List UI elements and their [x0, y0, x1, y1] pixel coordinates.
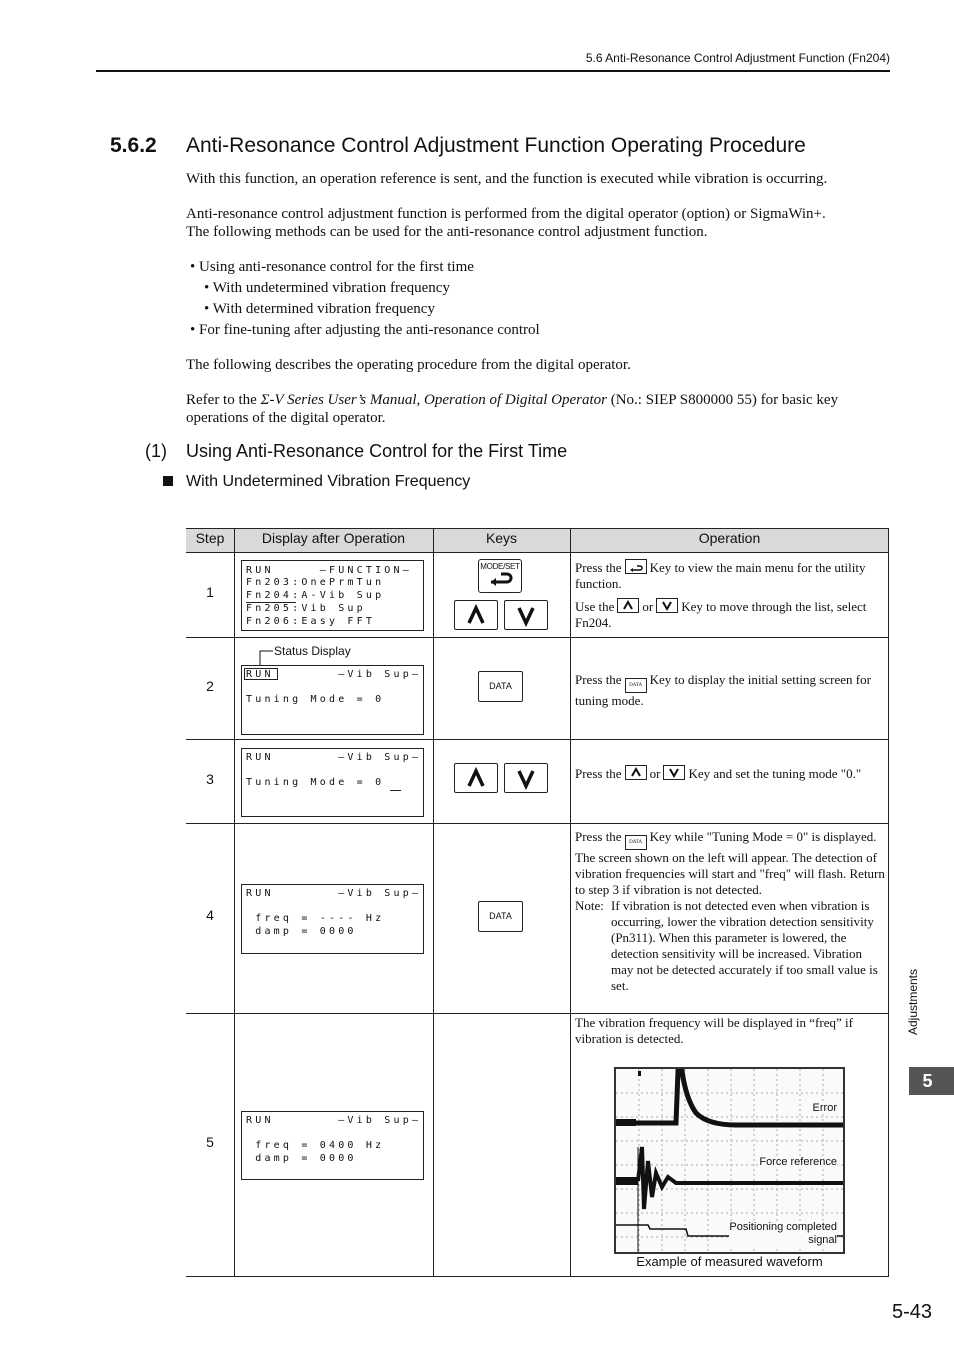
waveform-caption: Example of measured waveform — [636, 1254, 823, 1269]
mode-set-key[interactable] — [478, 559, 522, 593]
data-key[interactable]: DATA — [478, 671, 523, 702]
table-rule — [570, 528, 571, 1277]
up-key[interactable] — [454, 600, 498, 630]
header-display: Display after Operation — [261, 530, 406, 546]
lcd-line: Tuning Mode = 0 — [246, 694, 385, 705]
lcd-display-step3 — [241, 748, 424, 817]
lcd-display-step5 — [241, 1111, 424, 1180]
up-arrow-icon — [618, 599, 638, 612]
manual-title: -V Series User’s Manual, Operation of Digital Operator — [269, 392, 607, 408]
table-rule — [186, 637, 889, 638]
measured-waveform — [614, 1067, 845, 1254]
lcd-line: damp = 0000 — [246, 926, 357, 937]
mini-mode-set-key — [625, 559, 647, 574]
header-rule — [96, 70, 890, 72]
label-positioning-completed — [729, 1221, 837, 1247]
down-key[interactable] — [504, 763, 548, 793]
lcd-display-step4 — [241, 884, 424, 954]
square-bullet-icon — [163, 476, 173, 486]
bullet-fine-tuning: • For fine-tuning after adjusting the anti-resonance control — [190, 322, 540, 338]
down-key[interactable] — [504, 600, 548, 630]
operation-line — [575, 829, 887, 898]
note-text: If vibration is not detected even when vibration is occurring, lower the vibration detection sensitivity (Pn311). When this parameter is lowered, the detection sensitivity will be increased. Vibration may not be detected accurately if too small value is set. — [611, 898, 878, 993]
paragraph-4 — [186, 391, 886, 409]
operation-step3 — [575, 765, 885, 782]
operation-text: Press the — [575, 560, 622, 575]
bullet-determined: • With determined vibration frequency — [204, 301, 435, 317]
paragraph-1: With this function, an operation reference is sent, and the function is executed while vibration is occurring. — [186, 171, 828, 187]
table-rule — [186, 552, 889, 553]
header-step: Step — [195, 530, 225, 546]
operation-text: Key to move through the list, select Fn204. — [575, 599, 867, 630]
operation-line — [575, 598, 885, 631]
operation-text: Key while "Tuning Mode = 0" is displayed. The screen shown on the left will appear. The detection of vibration frequencies will start and "freq" will flash. Return to step 3 if vibration is not detected. — [575, 829, 885, 897]
up-arrow-icon — [455, 764, 497, 792]
page-number: 5-43 — [892, 1301, 933, 1323]
table-rule — [433, 528, 434, 1277]
up-arrow-icon — [455, 601, 497, 629]
operation-text: Press the — [575, 766, 622, 781]
table-rule — [186, 1013, 889, 1014]
mini-up-key — [617, 598, 639, 613]
table-rule — [888, 528, 889, 1277]
side-chapter-label: Adjustments — [906, 968, 920, 1036]
subsection-number: (1) — [145, 441, 167, 461]
label-force-reference: Force reference — [759, 1156, 837, 1168]
down-arrow-icon — [505, 764, 547, 792]
header-operation: Operation — [698, 530, 761, 546]
mini-data-key: DATA — [625, 835, 647, 850]
operation-text: Key to view the main menu for the utility function. — [575, 560, 866, 591]
reference-post: (No.: SIEP S800000 55) for basic key — [606, 392, 839, 408]
label-line: signal — [808, 1234, 837, 1246]
down-arrow-icon — [664, 766, 684, 779]
section-number: 5.6.2 — [110, 134, 157, 157]
step-number: 3 — [206, 771, 214, 787]
lcd-line: Fn205:Vib Sup — [246, 603, 366, 614]
subsection-heading — [145, 441, 567, 462]
running-header: 5.6 Anti-Resonance Control Adjustment Function (Fn204) — [585, 51, 890, 65]
cursor-underline — [390, 790, 401, 791]
lcd-display-step1 — [241, 560, 424, 631]
table-rule — [186, 1276, 889, 1277]
sigma-symbol: Σ — [260, 392, 270, 408]
lcd-line: Fn206:Easy FFT — [246, 616, 376, 627]
paragraph-2b: The following methods can be used for the anti-resonance control adjustment function. — [186, 224, 708, 240]
operation-text: or — [649, 766, 661, 781]
mini-data-key: DATA — [625, 678, 647, 693]
lcd-line: RUN —Vib Sup— — [246, 752, 422, 763]
step-number: 1 — [206, 584, 214, 600]
reference-pre: Refer to the — [186, 392, 261, 408]
bullet-undetermined: • With undetermined vibration frequency — [204, 280, 450, 296]
procedure-table — [186, 528, 889, 1277]
paragraph-3: The following describes the operating procedure from the digital operator. — [186, 357, 631, 373]
lcd-line: Fn203:OnePrmTun — [246, 577, 385, 588]
operation-line — [575, 559, 885, 592]
operation-step5: The vibration frequency will be displayed in “freq” if vibration is detected. — [575, 1015, 853, 1046]
operation-text: Press the — [575, 672, 622, 687]
return-arrow-icon — [479, 560, 521, 592]
operation-step2 — [575, 672, 885, 709]
operation-text: Key to display the initial setting screen for tuning mode. — [575, 672, 871, 708]
subsection-title: Using Anti-Resonance Control for the First Time — [186, 441, 568, 461]
operation-text: or — [642, 599, 654, 614]
header-keys: Keys — [485, 530, 518, 546]
table-rule — [186, 823, 889, 824]
subsubsection-heading — [163, 473, 470, 491]
down-arrow-icon — [657, 599, 677, 612]
operation-text: Key and set the tuning mode "0." — [688, 766, 862, 781]
lcd-line: RUN —Vib Sup— — [246, 669, 422, 680]
note-label: Note: — [575, 898, 604, 913]
lcd-line: RUN —FUNCTION— — [246, 565, 412, 576]
step-number: 2 — [206, 678, 214, 694]
mini-up-key — [625, 765, 647, 780]
operation-text: Press the — [575, 829, 622, 844]
paragraph-4b: operations of the digital operator. — [186, 410, 386, 426]
lcd-line: damp = 0000 — [246, 1153, 357, 1164]
lcd-line: RUN —Vib Sup— — [246, 888, 422, 899]
operation-note — [575, 898, 887, 994]
lcd-line: Tuning Mode = 0 — [246, 777, 385, 788]
chapter-tab: 5 — [909, 1067, 954, 1095]
operation-step4 — [575, 829, 887, 994]
mode-set-key-label: MODE/SET — [480, 562, 520, 571]
step-number: 5 — [206, 1134, 214, 1150]
label-error: Error — [812, 1102, 837, 1114]
label-line: Positioning completed — [729, 1221, 837, 1233]
up-arrow-icon — [626, 766, 646, 779]
lcd-line: freq = ---- Hz — [246, 913, 385, 924]
return-arrow-icon — [626, 560, 646, 573]
table-rule — [186, 739, 889, 740]
table-rule — [186, 528, 889, 529]
operation-text: Use the — [575, 599, 615, 614]
step-number: 4 — [206, 907, 214, 923]
status-display-label: Status Display — [274, 644, 351, 658]
lcd-display-step2 — [241, 665, 424, 735]
table-rule — [234, 528, 235, 1277]
data-key[interactable]: DATA — [478, 901, 523, 932]
subsubsection-title: With Undetermined Vibration Frequency — [186, 473, 471, 490]
mini-down-key — [656, 598, 678, 613]
paragraph-2a: Anti-resonance control adjustment function is performed from the digital operator (option) or SigmaWin+. — [186, 206, 826, 222]
operation-step1 — [575, 559, 885, 631]
lcd-line: RUN —Vib Sup— — [246, 1115, 422, 1126]
lcd-line: freq = 0400 Hz — [246, 1140, 385, 1151]
lcd-line: Fn204:A-Vib Sup — [246, 590, 385, 601]
bullet-first-time: • Using anti-resonance control for the first time — [190, 259, 474, 275]
mini-down-key — [663, 765, 685, 780]
section-title: Anti-Resonance Control Adjustment Function Operating Procedure — [186, 134, 806, 157]
up-key[interactable] — [454, 763, 498, 793]
down-arrow-icon — [505, 601, 547, 629]
